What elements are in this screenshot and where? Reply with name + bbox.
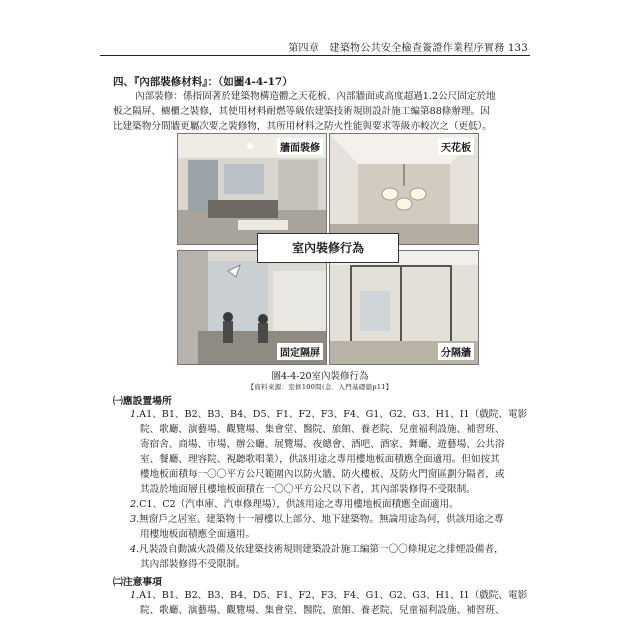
list-item-line: 室、餐廳、理容院、視聽歌唱業），供該用途之專用樓地板面積應全面適用。但如按其 <box>140 454 500 465</box>
figure-caption: 圖4-4-20室內裝修行為 <box>271 371 369 382</box>
photo-fixed-partition <box>177 250 327 365</box>
subsection-title-required-places: ㈠應設置場所 <box>113 396 172 407</box>
photo-wall-finishing <box>177 133 327 245</box>
label-ceiling: 天花板 <box>438 138 474 155</box>
paragraph-line: 比建築物分間牆更屬次要之裝修物，其所用材料之防火性能與要求等級亦較次之（更低）。 <box>113 121 492 132</box>
list-item-line: 4.凡裝設自動滅火設備及依建築技術規則建築設計施工編第一〇〇條規定之排煙設備者， <box>130 544 504 555</box>
photo-ceiling <box>329 133 479 245</box>
label-wall-finishing: 牆面裝修 <box>277 138 323 155</box>
running-header <box>100 33 530 56</box>
list-item-line: 其內部裝修得不受限制。 <box>140 559 246 570</box>
intro-paragraph <box>113 89 528 134</box>
list-item-line: 其設於地面層且樓地板面積在一〇〇平方公尺以下者，其內部裝修得不受限制。 <box>140 484 476 495</box>
list-item-line: 院、歌廳、演藝場、觀覽場、集會堂、醫院、旅館、養老院、兒童福利設施、補習班、 <box>140 605 505 616</box>
interior-renovation-figure <box>177 133 477 363</box>
notes-list <box>130 588 530 618</box>
list-item-line: 3.無窗戶之居室、建築物十一層樓以上部分、地下建築物。無論用途為何，供該用途之專 <box>130 514 504 525</box>
paragraph-line: 內部裝修：係指固著於建築物構造體之天花板、內部牆面或高度超過1.2公尺固定於地 <box>135 91 496 102</box>
photo-partition-wall <box>329 250 479 365</box>
list-item-line: 樓地板面積每一〇〇平方公尺範圍內以防火牆、防火樓板、及防火門窗區劃分隔者，或 <box>140 469 505 480</box>
section-title: 四、『內部裝修材料』：（如圖4-4-17） <box>113 76 293 88</box>
subsection-title-notes: ㈡注意事項 <box>113 577 162 588</box>
figure-center-label: 室內裝修行為 <box>257 233 399 263</box>
label-fixed-partition: 固定隔屏 <box>277 343 323 360</box>
list-item-line: 2.C1、C2（汽車庫、汽車修理場），供該用途之專用樓地板面積應全面適用。 <box>130 499 459 510</box>
list-item-line: 院、歌廳、演藝場、觀覽場、集會堂、醫院、旅館、養老院、兒童福利設施、補習班、 <box>140 424 505 435</box>
list-item-line: 1.A1、B1、B2、B3、B4、D5、F1、F2、F3、F4、G1、G2、G3、H1、I1（戲院、電影 <box>130 590 528 601</box>
figure-source: 【資料來源：室修100問(金．入門基礎篇p11】 <box>247 383 393 391</box>
required-places-list <box>130 407 530 572</box>
paragraph-line: 板之隔屏、櫥櫃之裝修，其使用材料耐燃等級依建築技術規則設計施工編第88條辦理。因 <box>113 106 490 117</box>
list-item-line: 1.A1、B1、B2、B3、B4、D5、F1、F2、F3、F4、G1、G2、G3、H1、I1（戲院、電影 <box>130 409 528 420</box>
label-partition-wall: 分隔牆 <box>438 343 474 360</box>
running-head-text: 第四章 建築物公共安全檢查簽證作業程序實務 133 <box>288 43 528 54</box>
list-item-line: 寄宿舍、商場、市場、辦公廳、展覽場、夜總會、酒吧、酒家、舞廳、遊藝場、公共浴 <box>140 439 505 450</box>
list-item-line: 用樓地板面積應全面適用。 <box>140 529 256 540</box>
